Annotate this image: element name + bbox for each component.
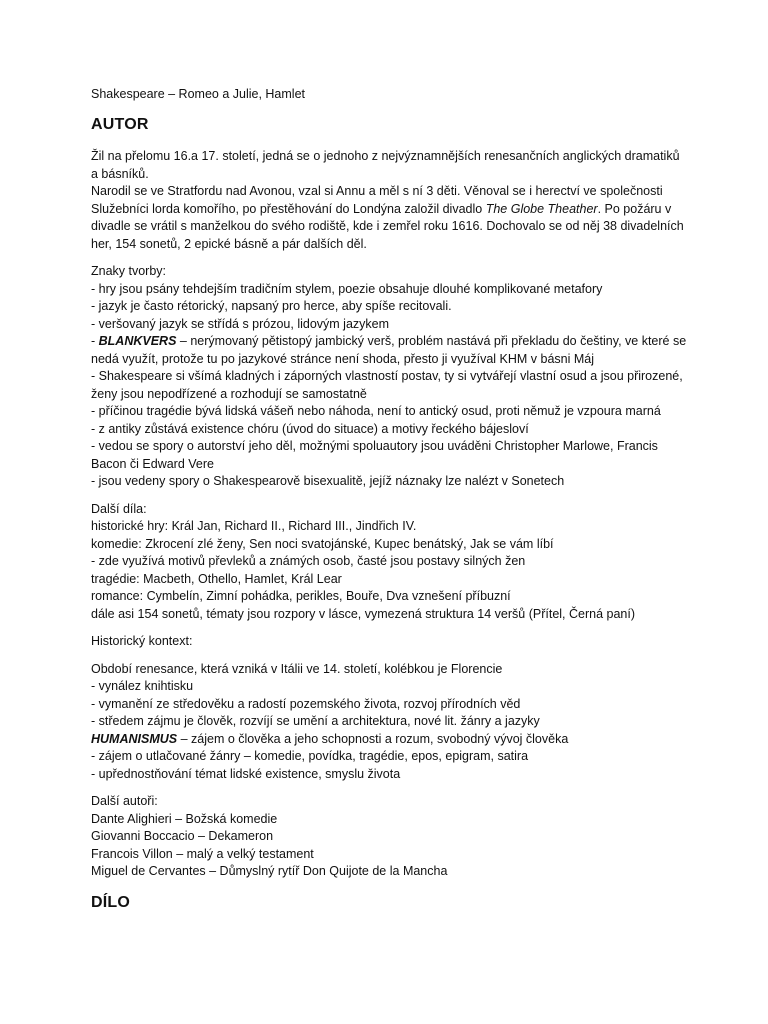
list-item: - jazyk je často rétorický, napsaný pro herce, aby spíše recitovali. [91, 299, 452, 313]
znaky-list [91, 281, 688, 491]
list-item: Období renesance, která vzniká v Itálii ve 14. století, kolébkou je Florencie [91, 661, 503, 676]
list-item: - zájem o utlačované žánry – komedie, povídka, tragédie, epos, epigram, satira [91, 749, 529, 763]
historicky-kontext-list [91, 661, 688, 784]
list-item: - vymanění ze středověku a radostí pozemského života, rozvoj přírodních věd [91, 696, 521, 711]
globe-theatre-italic: The Globe Theather [485, 201, 598, 216]
list-item: Giovanni Boccacio – Dekameron [91, 829, 274, 843]
historicky-kontext-heading: Historický kontext: [91, 634, 193, 648]
autor-paragraph-2 [91, 183, 688, 253]
list-item: Miguel de Cervantes – Důmyslný rytíř Don Quijote de la Mancha [91, 864, 448, 878]
list-item: - příčinou tragédie bývá lidská vášeň nebo náhoda, není to antický osud, proti němuž je vzpoura marná [91, 404, 661, 418]
autor-paragraph-2-text: Narodil se ve Stratfordu nad Avonou, vzal si Annu a měl s ní 3 děti. Věnoval se i herectví ve společnosti Služebníci lorda komořího, po přestěhování do Londýna založil divadlo [91, 184, 663, 216]
list-item: Francois Villon – malý a velký testament [91, 846, 314, 861]
list-item: komedie: Zkrocení zlé ženy, Sen noci svatojánské, Kupec benátský, Jak se vám líbí [91, 536, 554, 551]
list-item: romance: Cymbelín, Zimní pohádka, perikles, Bouře, Dva vznešení příbuzní [91, 589, 511, 603]
list-item: Dante Alighieri – Božská komedie [91, 811, 278, 826]
dalsi-autori-list [91, 811, 688, 881]
list-item: - z antiky zůstává existence chóru (úvod do situace) a motivy řeckého bájesloví [91, 421, 529, 436]
list-item: historické hry: Král Jan, Richard II., Richard III., Jindřich IV. [91, 519, 417, 533]
list-item: - vynález knihtisku [91, 679, 194, 693]
humanismus-term: HUMANISMUS [91, 731, 178, 746]
document-title: Shakespeare – Romeo a Julie, Hamlet [91, 87, 306, 101]
humanismus-text: – zájem o člověka a jeho schopnosti a rozum, svobodný vývoj člověka [177, 731, 569, 746]
list-item: - veršovaný jazyk se střídá s prózou, lidovým jazykem [91, 316, 390, 331]
dalsi-dila-heading: Další díla: [91, 501, 147, 516]
list-item-blankvers [91, 333, 688, 368]
dalsi-dila-list [91, 518, 688, 623]
list-item: - hry jsou psány tehdejším tradičním stylem, poezie obsahuje dlouhé komplikované metafory [91, 281, 603, 296]
znaky-heading: Znaky tvorby: [91, 264, 167, 278]
blankvers-term: BLANKVERS [98, 334, 177, 348]
list-item: - Shakespeare si všímá kladných i záporných vlastností postav, ty si vytvářejí vlastní osud a jsou přirozené, ženy jsou nepodřízené a rozhodují se samostatně [91, 369, 683, 401]
dalsi-autori-heading: Další autoři: [91, 794, 158, 808]
blankvers-prefix: - [91, 334, 99, 348]
list-item: tragédie: Macbeth, Othello, Hamlet, Král Lear [91, 571, 342, 586]
list-item: - středem zájmu je člověk, rozvíjí se umění a architektura, nové lit. žánry a jazyky [91, 714, 540, 728]
heading-autor: AUTOR [91, 116, 149, 133]
heading-dilo: DÍLO [91, 893, 131, 911]
list-item: - upřednostňování témat lidské existence, smyslu života [91, 766, 401, 781]
blankvers-text: – nerýmovaný pětistopý jambický verš, problém nastává při překladu do češtiny, ve které se nedá využít, protože tu po jazykové stránce není shoda, přesto ji využíval KHM v básni Máj [91, 334, 687, 366]
autor-paragraph-1: Žil na přelomu 16.a 17. století, jedná se o jednoho z nejvýznamnějších renesančních anglických dramatiků a básníků. [91, 149, 680, 181]
list-item: - jsou vedeny spory o Shakespearově bisexualitě, jejíž náznaky lze nalézt v Sonetech [91, 474, 565, 488]
list-item: - zde využívá motivů převleků a známých osob, časté jsou postavy silných žen [91, 554, 526, 568]
list-item: dále asi 154 sonetů, tématy jsou rozpory v lásce, vymezená struktura 14 veršů (Přítel, Černá paní) [91, 606, 636, 621]
autor-paragraph-2-text-end: . Po požáru v divadle se vrátil s manželkou do svého rodiště, kde i zemřel roku 1616. Dochovalo se od něj 38 divadelních her, 154 sonetů, 2 epické básně a pár dalších děl. [91, 201, 684, 251]
list-item-humanismus [91, 731, 688, 749]
list-item: - vedou se spory o autorství jeho děl, možnými spoluautory jsou uváděni Christopher Marlowe, Francis Bacon či Edward Vere [91, 439, 658, 471]
